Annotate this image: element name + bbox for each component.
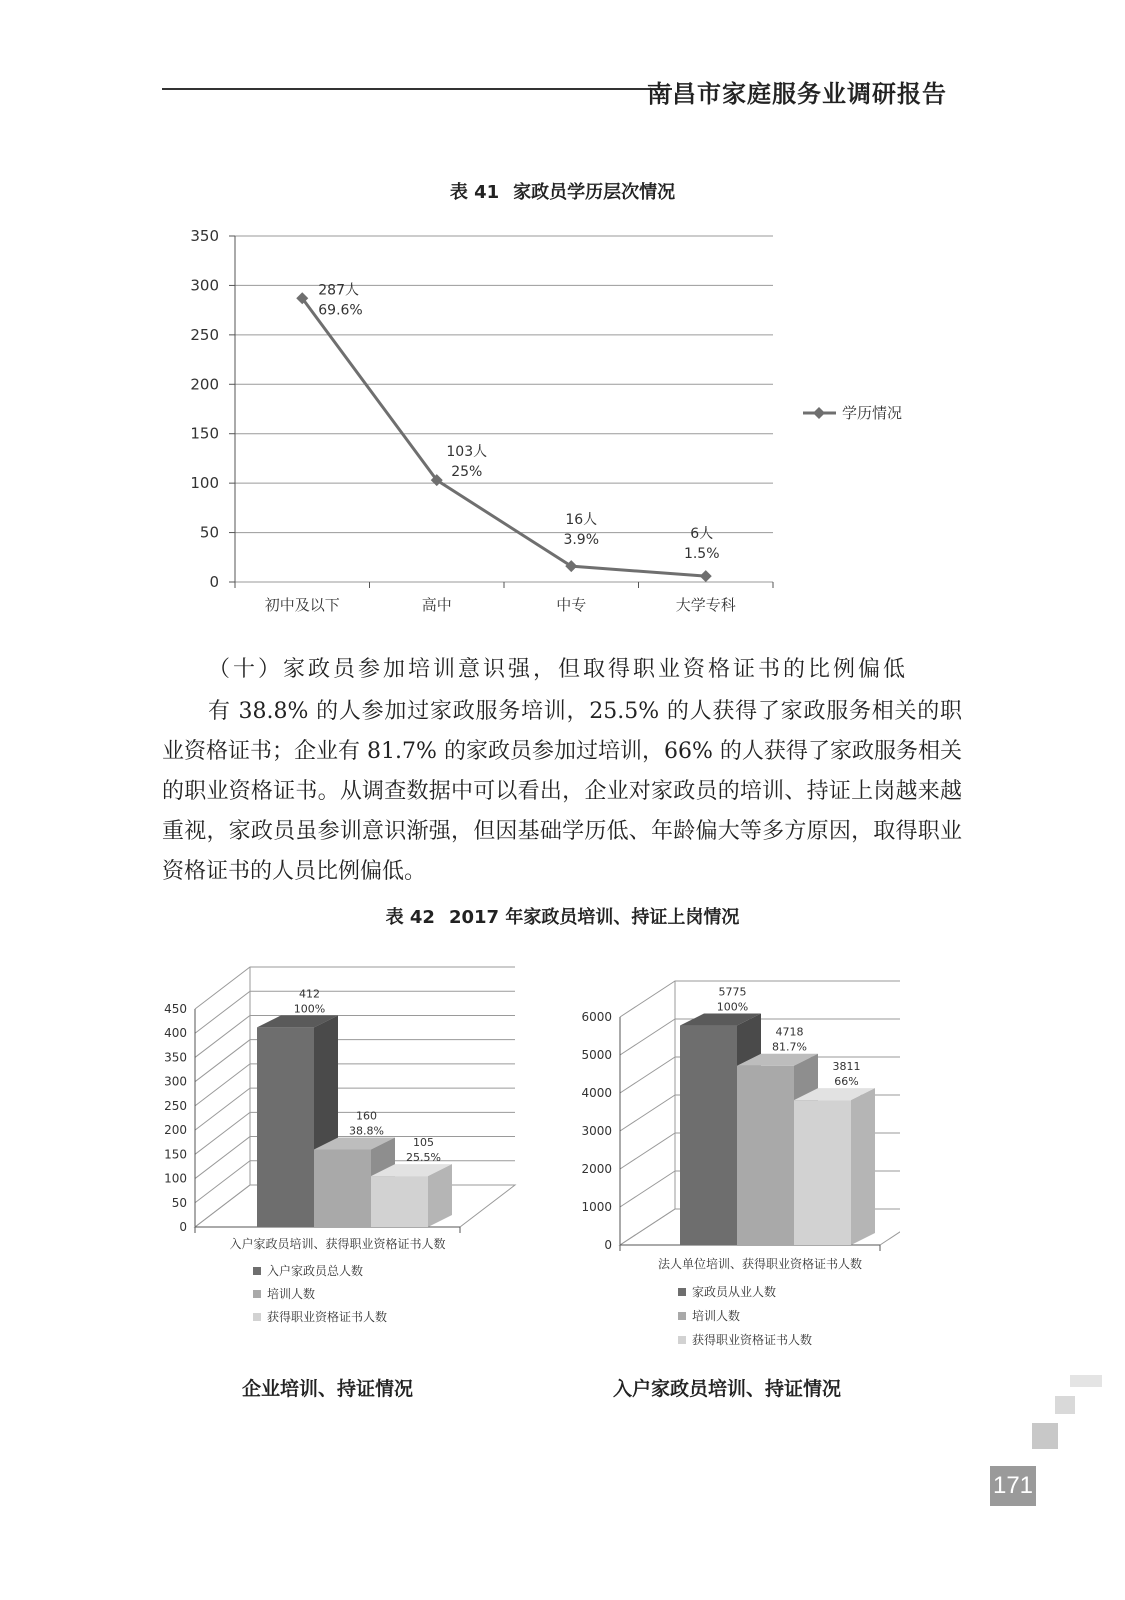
y-tick-label: 50 [199,523,219,542]
legend-label: 获得职业资格证书人数 [267,1310,388,1324]
bar-value-label: 160 [356,1109,377,1123]
y-tick-label: 150 [190,424,219,443]
data-label-percent: 69.6% [318,302,363,319]
data-label-percent: 1.5% [683,546,720,563]
y-tick-label: 200 [164,1123,187,1138]
y-tick-label: 300 [190,276,219,295]
y-tick-label: 150 [164,1147,187,1162]
page-number: 171 [990,1466,1036,1506]
gridline [195,967,515,1009]
corner-deco-3 [1032,1423,1058,1449]
y-tick-label: 50 [171,1195,187,1210]
gridline [195,1064,515,1106]
bar-chart-right [570,955,900,1355]
y-tick-label: 5000 [581,1048,612,1062]
bar-percent-label: 25.5% [406,1151,441,1165]
legend-label: 获得职业资格证书人数 [692,1333,813,1347]
legend-swatch [678,1312,686,1320]
running-header-title: 南昌市家庭服务业调研报告 [647,79,947,108]
y-tick-label: 250 [190,325,219,344]
y-tick-label: 350 [190,227,219,245]
data-label-percent: 25% [451,464,483,481]
bar-front [371,1176,428,1227]
y-tick-label: 300 [164,1074,187,1089]
data-label-percent: 3.9% [563,532,600,549]
line-chart [0,0,1125,640]
y-tick-label: 100 [164,1171,187,1186]
legend-swatch [678,1336,686,1344]
legend-marker [813,407,825,419]
y-tick-label: 6000 [581,1010,612,1024]
bar-value-label: 3811 [832,1060,861,1074]
y-tick-label: 4000 [581,1086,612,1100]
x-category-label: 法人单位培训、获得职业资格证书人数 [657,1257,863,1271]
x-category-label: 入户家政员培训、获得职业资格证书人数 [229,1237,446,1251]
x-tick-label: 中专 [556,596,587,614]
data-label-count: 103人 [446,444,488,461]
legend-label: 培训人数 [267,1287,316,1301]
bar-front [794,1100,851,1245]
table42-caption [0,903,1125,929]
gridline [195,1015,515,1057]
y-tick-label: 250 [164,1098,187,1113]
legend-label: 培训人数 [692,1309,741,1323]
legend-swatch [253,1290,261,1298]
bar-percent-label: 81.7% [772,1040,807,1054]
legend-swatch [678,1288,686,1296]
bar-percent-label: 38.8% [349,1124,384,1138]
bar-value-label: 412 [299,987,320,1001]
bar-chart-left [150,955,530,1350]
y-tick-label: 350 [164,1050,187,1065]
data-label-count: 6人 [690,526,714,543]
x-tick-label: 大学专科 [675,596,736,614]
gridline [195,1040,515,1082]
legend-swatch [253,1313,261,1321]
corner-deco-1 [1070,1375,1102,1387]
bar-front [257,1027,314,1227]
section-heading: （十）家政员参加培训意识强，但取得职业资格证书的比例偏低 [208,657,909,682]
bar-value-label: 5775 [718,985,747,999]
x-tick-label: 高中 [421,596,452,614]
bar-percent-label: 100% [293,1002,326,1016]
bar-value-label: 105 [413,1136,434,1150]
y-tick-label: 0 [209,573,219,591]
data-label-count: 287人 [318,282,359,299]
y-tick-label: 100 [190,474,219,493]
y-tick-label: 0 [179,1220,187,1234]
legend-label: 家政员从业人数 [692,1285,777,1299]
table42-title: 2017 年家政员培训、持证上岗情况 [448,907,740,928]
bar-front [680,1026,737,1245]
y-tick-label: 400 [164,1026,187,1041]
x-tick-label: 初中及以下 [264,596,340,614]
y-tick-label: 200 [190,375,219,394]
bar-percent-label: 100% [716,1000,749,1014]
left-chart-caption: 企业培训、持证情况 [242,1378,414,1400]
y-tick-label: 2000 [581,1162,612,1176]
bar-side [851,1088,875,1245]
data-point [700,570,712,582]
legend-label: 入户家政员总人数 [267,1264,364,1278]
data-label-count: 16人 [565,512,598,529]
bar-front [314,1149,371,1227]
right-chart-caption: 入户家政员培训、持证情况 [613,1378,842,1400]
table41-number: 表 41 [449,182,500,203]
series-line [302,298,706,576]
y-tick-label: 3000 [581,1124,612,1138]
bar-percent-label: 66% [834,1075,859,1089]
body-paragraph-text: 有 38.8% 的人参加过家政服务培训，25.5% 的人获得了家政服务相关的职业资格证书；企业有 81.7% 的家政员参加过培训，66% 的人获得了家政服务相关的职业资格证书。从调查数据中可以看出，企业对家政员的培训、持证上岗越来越重视，家政员虽参训意识渐强，但因基础学历低、年龄偏大等多方原因，取得职业资格证书的人员比例偏低。 [162,699,962,884]
legend-swatch [253,1267,261,1275]
bar-value-label: 4718 [775,1025,804,1039]
body-paragraph [162,692,962,892]
y-tick-label: 0 [604,1238,612,1252]
table41-title: 家政员学历层次情况 [513,182,676,203]
legend-label: 学历情况 [842,404,903,422]
gridline [620,981,900,1017]
gridline [195,991,515,1033]
bar-front [737,1066,794,1245]
corner-deco-2 [1055,1396,1075,1414]
y-tick-label: 450 [164,1002,187,1016]
y-tick-label: 1000 [581,1200,612,1214]
table42-number: 表 42 [385,907,435,928]
